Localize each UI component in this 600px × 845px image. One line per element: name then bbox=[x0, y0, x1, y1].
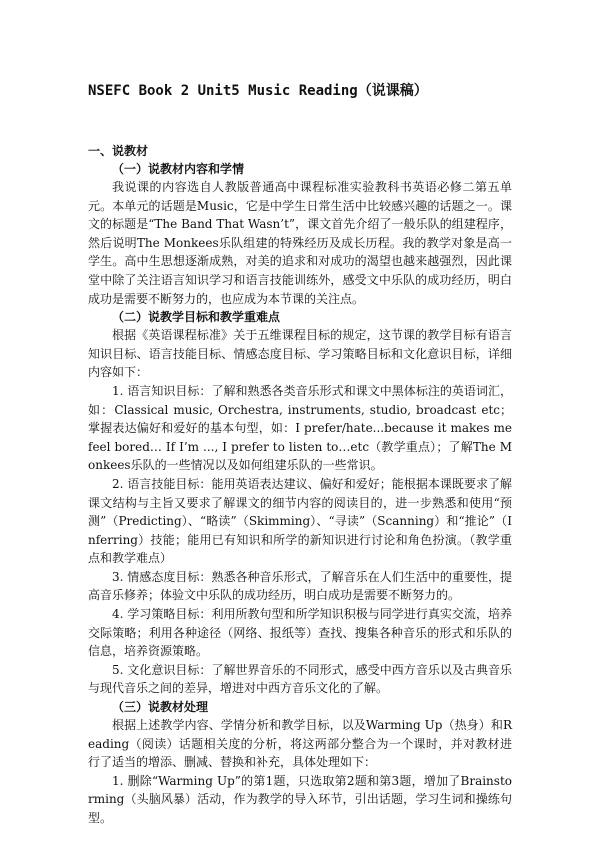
subsection-heading-content: （一）说教材内容和学情 bbox=[112, 162, 245, 176]
paragraph-objective-language-skills: 2. 语言技能目标：能用英语表达建议、偏好和爱好；能根据本课既要求了解课文结构与主旨又要求了解课文的细节内容的阅读目的，进一步熟悉和使用“预测”（Predicting）、“略读”（Skimming）、“寻读”（Scanning）和“推论”（Inferring）技能；能用已有知识和所学的新知识进行讨论和角色扮演。（教学重点和教学难点） bbox=[88, 476, 512, 566]
paragraph-content-intro: 我说课的内容选自人教版普通高中课程标准实验教科书英语必修二第五单元。本单元的话题是Music，它是中学生日常生活中比较感兴趣的话题之一。课文的标题是“The Band That Wasn’t”，课文首先介绍了一般乐队的组建程序，然后说明The Monkees乐队组建的特殊经历及成长历程。我的教学对象是高一学生。高中生思想逐渐成熟，对美的追求和对成功的渴望也越来越强烈，因此课堂中除了关注语言知识学习和语言技能训练外，感受文中乐队的成功经历，明白成功是需要不断努力的，也应成为本节课的关注点。 bbox=[88, 180, 512, 306]
paragraph-objectives-intro: 根据《英语课程标准》关于五维课程目标的规定，这节课的教学目标有语言知识目标、语言技能目标、情感态度目标、学习策略目标和文化意识目标，详细内容如下： bbox=[88, 328, 512, 380]
paragraph-objective-language-knowledge: 1. 语言知识目标：了解和熟悉各类音乐形式和课文中黑体标注的英语词汇，如：Classical music, Orchestra, instruments, studio, broadcast etc；掌握表达偏好和爱好的基本句型，如：I prefer/hate...because it makes me feel bored… If I’m ..., I prefer to listen to…etc（教学重点）；了解The Monkees乐队的一些情况以及如何组建乐队的一些常识。 bbox=[88, 383, 512, 473]
document-title: NSEFC Book 2 Unit5 Music Reading（说课稿） bbox=[88, 83, 428, 99]
paragraph-processing-intro: 根据上述教学内容、学情分析和教学目标，以及Warming Up（热身）和Reading（阅读）话题相关度的分析，将这两部分整合为一个课时，并对教材进行了适当的增添、删减、替换和补充，具体处理如下： bbox=[88, 718, 512, 770]
section-heading-textbook: 一、说教材 bbox=[88, 144, 149, 158]
subsection-heading-processing: （三）说教材处理 bbox=[112, 700, 209, 715]
paragraph-objective-strategy: 4. 学习策略目标：利用所教句型和所学知识积极与同学进行真实交流，培养交际策略；利用各种途径（网络、报纸等）查找、搜集各种音乐的形式和乐队的信息，培养资源策略。 bbox=[88, 607, 512, 659]
subsection-heading-objectives: （二）说教学目标和教学重难点 bbox=[112, 310, 281, 325]
paragraph-objective-attitude: 3. 情感态度目标：熟悉各种音乐形式，了解音乐在人们生活中的重要性，提高音乐修养；体验文中乐队的成功经历，明白成功是需要不断努力的。 bbox=[88, 569, 512, 603]
paragraph-objective-culture: 5. 文化意识目标：了解世界音乐的不同形式，感受中西方音乐以及古典音乐与现代音乐之间的差异，增进对中西方音乐文化的了解。 bbox=[88, 662, 512, 696]
paragraph-processing-item-1: 1. 删除“Warming Up”的第1题，只选取第2题和第3题，增加了Brainstorming（头脑风暴）活动，作为教学的导入环节，引出话题，学习生词和操练句型。 bbox=[88, 773, 512, 825]
